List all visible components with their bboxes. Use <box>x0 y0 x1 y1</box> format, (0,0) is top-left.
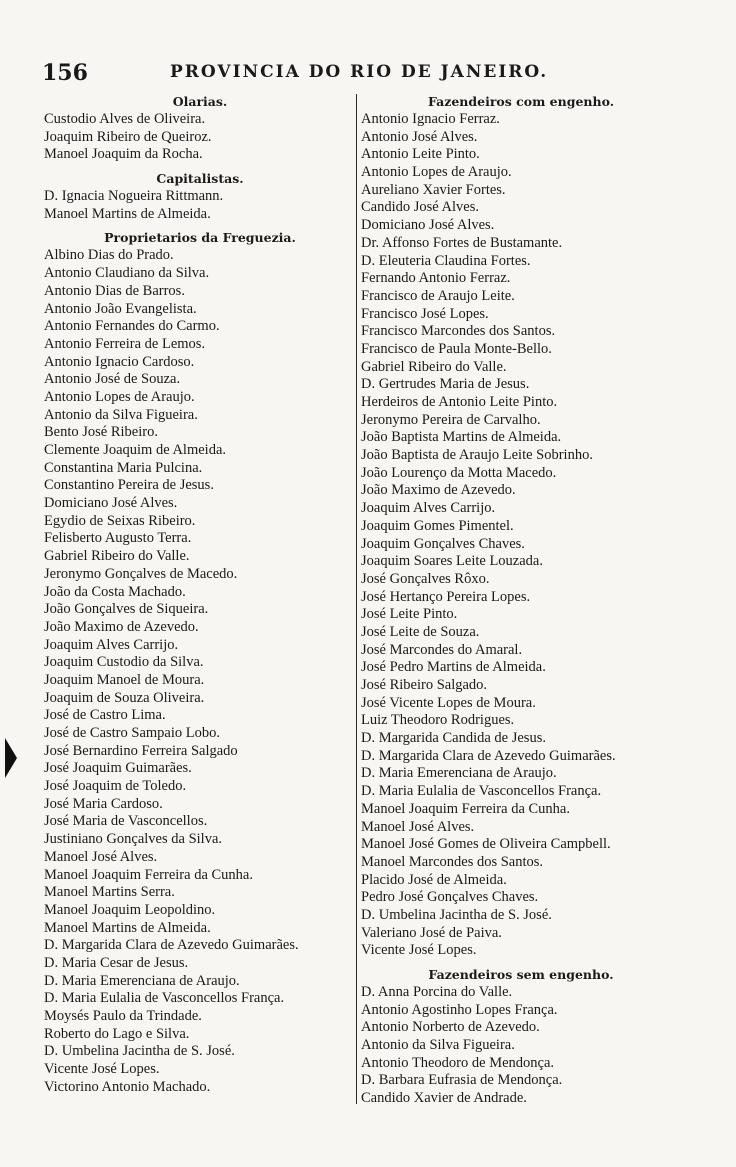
list-entry: João Baptista Martins de Almeida. <box>361 429 562 446</box>
left-column <box>44 93 356 1096</box>
margin-pointer-mark <box>5 738 17 778</box>
list-entry: Joaquim Custodio da Silva. <box>44 654 204 671</box>
list-entry: José Leite Pinto. <box>361 606 458 623</box>
list-entry: Aureliano Xavier Fortes. <box>361 181 506 198</box>
list-entry: João da Costa Machado. <box>44 583 186 600</box>
running-title: PROVINCIA DO RIO DE JANEIRO. <box>170 62 549 82</box>
list-entry: Fernando Antonio Ferraz. <box>361 270 511 287</box>
list-entry: José de Castro Lima. <box>44 707 166 724</box>
list-entry: D. Barbara Eufrasia de Mendonça. <box>361 1072 563 1089</box>
list-entry: José Maria de Vasconcellos. <box>44 813 208 830</box>
list-entry: D. Margarida Clara de Azevedo Guimarães. <box>44 937 299 954</box>
list-entry: Constantina Maria Pulcina. <box>44 459 203 476</box>
capitalistas-list <box>44 188 356 223</box>
section-title-sem-engenho: Fazendeiros sem engenho. <box>428 967 614 982</box>
list-entry: José de Castro Sampaio Lobo. <box>44 725 220 741</box>
list-entry: D. Maria Emerenciana de Araujo. <box>44 972 240 989</box>
page-header <box>42 60 682 88</box>
list-entry: Joaquim Manoel de Moura. <box>44 671 205 688</box>
list-entry: Luiz Theodoro Rodrigues. <box>361 712 515 729</box>
list-entry: Manoel Martins de Almeida. <box>44 919 211 936</box>
list-entry: José Vicente Lopes de Moura. <box>361 694 536 711</box>
list-entry: Dr. Affonso Fortes de Bustamante. <box>361 234 563 251</box>
list-entry: Placido José de Almeida. <box>361 871 507 888</box>
list-entry: Manoel Martins de Almeida. <box>44 205 211 222</box>
list-entry: Gabriel Ribeiro do Valle. <box>361 358 507 375</box>
list-entry: Manoel Martins Serra. <box>44 884 175 901</box>
list-entry: Antonio Ignacio Ferraz. <box>361 111 500 127</box>
list-entry: Antonio da Silva Figueira. <box>44 406 198 423</box>
list-entry: Manoel Joaquim da Rocha. <box>44 146 203 163</box>
list-entry: D. Margarida Candida de Jesus. <box>361 730 546 747</box>
list-entry: Manoel José Gomes de Oliveira Campbell. <box>361 836 611 853</box>
list-entry: Manoel José Alves. <box>44 848 158 865</box>
list-entry: Antonio da Silva Figueira. <box>361 1037 515 1054</box>
list-entry: Manoel José Alves. <box>361 818 475 835</box>
list-entry: Custodio Alves de Oliveira. <box>44 111 206 127</box>
list-entry: João Baptista de Araujo Leite Sobrinho. <box>361 447 593 464</box>
list-entry: Manoel Joaquim Ferreira da Cunha. <box>44 866 253 883</box>
list-entry: Antonio José de Souza. <box>44 371 181 388</box>
olarias-list <box>44 111 356 164</box>
list-entry: D. Maria Eulalia de Vasconcellos França. <box>44 990 285 1007</box>
list-entry: Pedro José Gonçalves Chaves. <box>361 889 539 906</box>
list-entry: Antonio Claudiano da Silva. <box>44 265 210 282</box>
list-entry: Clemente Joaquim de Almeida. <box>44 442 227 458</box>
list-entry: José Joaquim de Toledo. <box>44 778 187 795</box>
list-entry: Joaquim Alves Carrijo. <box>44 636 179 653</box>
list-entry: Antonio João Evangelista. <box>44 300 197 317</box>
list-entry: Francisco de Paula Monte-Bello. <box>361 340 552 357</box>
list-entry: Herdeiros de Antonio Leite Pinto. <box>361 394 558 410</box>
list-entry: Joaquim Soares Leite Louzada. <box>361 553 543 570</box>
list-entry: D. Eleuteria Claudina Fortes. <box>361 252 531 269</box>
list-entry: Jeronymo Gonçalves de Macedo. <box>44 565 238 582</box>
column-divider <box>356 94 357 1104</box>
sem-engenho-list <box>361 984 681 1108</box>
list-entry: Valeriano José de Paiva. <box>361 924 502 941</box>
list-entry: José Pedro Martins de Almeida. <box>361 659 546 676</box>
list-entry: José Leite de Souza. <box>361 623 480 640</box>
list-entry: Joaquim Ribeiro de Queiroz. <box>44 128 212 145</box>
list-entry: Antonio José Alves. <box>361 128 478 145</box>
list-entry: Moysés Paulo da Trindade. <box>44 1008 202 1024</box>
list-entry: Jeronymo Pereira de Carvalho. <box>361 411 541 428</box>
list-entry: Constantino Pereira de Jesus. <box>44 477 214 494</box>
section-title-proprietarios: Proprietarios da Freguezia. <box>104 230 296 246</box>
list-entry: Joaquim Alves Carrijo. <box>361 500 496 517</box>
list-entry: D. Ignacia Nogueira Rittmann. <box>44 188 224 205</box>
list-entry: D. Gertrudes Maria de Jesus. <box>361 376 530 393</box>
list-entry: Roberto do Lago e Silva. <box>44 1025 190 1042</box>
list-entry: José Hertanço Pereira Lopes. <box>361 588 531 605</box>
list-entry: Antonio Dias de Barros. <box>44 282 185 299</box>
list-entry: Antonio Norberto de Azevedo. <box>361 1019 540 1036</box>
list-entry: Antonio Theodoro de Mendonça. <box>361 1054 555 1071</box>
proprietarios-list <box>44 247 356 1096</box>
list-entry: D. Maria Eulalia de Vasconcellos França. <box>361 783 602 800</box>
list-entry: Francisco de Araujo Leite. <box>361 287 515 304</box>
list-entry: José Maria Cardoso. <box>44 795 163 812</box>
list-entry: José Marcondes do Amaral. <box>361 641 523 658</box>
list-entry: Antonio Ferreira de Lemos. <box>44 335 206 352</box>
list-entry: Candido José Alves. <box>361 199 480 216</box>
page-number: 156 <box>42 60 88 86</box>
list-entry: Francisco José Lopes. <box>361 305 489 322</box>
list-entry: José Joaquim Guimarães. <box>44 760 192 777</box>
list-entry: D. Maria Cesar de Jesus. <box>44 954 189 971</box>
list-entry: Domiciano José Alves. <box>44 495 178 512</box>
list-entry: Justiniano Gonçalves da Silva. <box>44 831 223 848</box>
list-entry: Albino Dias do Prado. <box>44 247 174 264</box>
list-entry: Antonio Agostinho Lopes França. <box>361 1001 558 1018</box>
list-entry: José Gonçalves Rôxo. <box>361 570 490 587</box>
section-title-olarias: Olarias. <box>172 94 228 109</box>
list-entry: José Bernardino Ferreira Salgado <box>44 742 238 759</box>
list-entry: Joaquim Gonçalves Chaves. <box>361 535 525 552</box>
list-entry: Manoel Joaquim Leopoldino. <box>44 901 216 918</box>
list-entry: João Lourenço da Motta Macedo. <box>361 464 557 481</box>
list-entry: João Gonçalves de Siqueira. <box>44 601 209 618</box>
right-column <box>361 93 681 1108</box>
list-entry: D. Margarida Clara de Azevedo Guimarães. <box>361 747 616 764</box>
list-entry: João Maximo de Azevedo. <box>44 618 199 635</box>
list-entry: Manoel Marcondes dos Santos. <box>361 853 544 870</box>
list-entry: Bento José Ribeiro. <box>44 424 158 441</box>
list-entry: D. Umbelina Jacintha de S. José. <box>44 1043 235 1060</box>
list-entry: D. Umbelina Jacintha de S. José. <box>361 906 552 923</box>
list-entry: Victorino Antonio Machado. <box>44 1078 211 1095</box>
list-entry: Domiciano José Alves. <box>361 217 495 234</box>
list-entry: João Maximo de Azevedo. <box>361 482 516 499</box>
list-entry: D. Maria Emerenciana de Araujo. <box>361 765 557 782</box>
list-entry: Antonio Leite Pinto. <box>361 146 480 163</box>
list-entry: Vicente José Lopes. <box>361 942 477 959</box>
list-entry: José Ribeiro Salgado. <box>361 677 488 693</box>
list-entry: Antonio Ignacio Cardoso. <box>44 353 195 370</box>
list-entry: Francisco Marcondes dos Santos. <box>361 323 556 340</box>
list-entry: Vicente José Lopes. <box>44 1061 160 1078</box>
list-entry: Gabriel Ribeiro do Valle. <box>44 548 190 565</box>
com-engenho-list <box>361 111 681 960</box>
list-entry: Egydio de Seixas Ribeiro. <box>44 512 196 529</box>
list-entry: Antonio Fernandes do Carmo. <box>44 318 220 335</box>
list-entry: Joaquim Gomes Pimentel. <box>361 517 514 534</box>
section-title-com-engenho: Fazendeiros com engenho. <box>427 94 615 109</box>
list-entry: Felisberto Augusto Terra. <box>44 530 192 547</box>
list-entry: D. Anna Porcina do Valle. <box>361 984 513 1000</box>
list-entry: Joaquim de Souza Oliveira. <box>44 689 205 706</box>
list-entry: Antonio Lopes de Araujo. <box>361 164 512 181</box>
list-entry: Manoel Joaquim Ferreira da Cunha. <box>361 800 570 817</box>
list-entry: Antonio Lopes de Araujo. <box>44 388 195 405</box>
list-entry: Candido Xavier de Andrade. <box>361 1090 527 1107</box>
section-title-capitalistas: Capitalistas. <box>156 171 244 187</box>
